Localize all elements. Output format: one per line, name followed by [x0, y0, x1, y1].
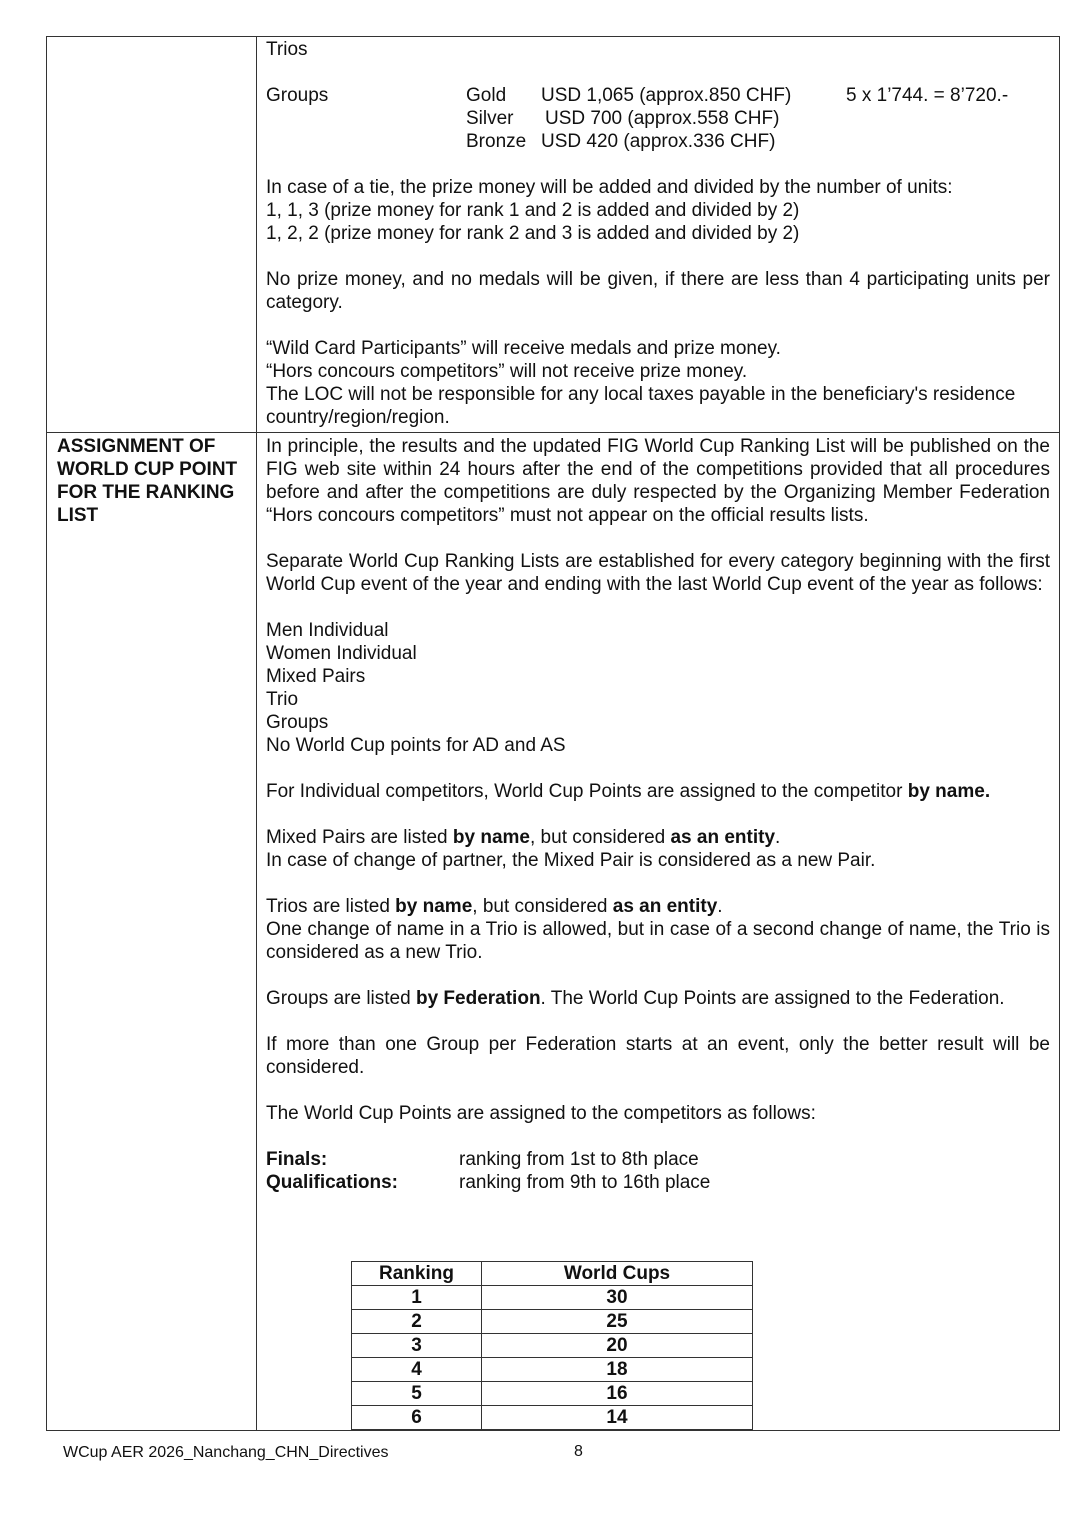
points-cell: 14 — [482, 1406, 753, 1430]
prize-amount: USD 420 (approx.336 CHF) — [541, 131, 776, 152]
column-header: Ranking — [352, 1262, 482, 1286]
table-header-row — [352, 1262, 753, 1286]
category-item: No World Cup points for AD and AS — [266, 735, 566, 756]
hors-concours-rule: “Hors concours competitors” will not receive prize money. — [266, 361, 748, 382]
table-row — [352, 1286, 753, 1310]
table-row — [352, 1334, 753, 1358]
groups-label: Groups — [266, 85, 329, 106]
ranking-cell: 4 — [352, 1358, 482, 1382]
category-item: Women Individual — [266, 643, 417, 664]
table-row — [352, 1358, 753, 1382]
ranking-cell: 3 — [352, 1334, 482, 1358]
prize-row-silver — [266, 107, 1050, 130]
points-cell: 20 — [482, 1334, 753, 1358]
qualifications-row — [266, 1171, 1050, 1194]
medal-label: Silver — [466, 108, 514, 129]
tie-rule-1: 1, 1, 3 (prize money for rank 1 and 2 is added and divided by 2) — [266, 200, 800, 221]
prize-amount: USD 700 (approx.558 CHF) — [545, 108, 780, 129]
mixed-pairs-change: In case of change of partner, the Mixed Pair is considered as a new Pair. — [266, 850, 876, 871]
category-item: Mixed Pairs — [266, 666, 366, 687]
separate-lists-paragraph: Separate World Cup Ranking Lists are established for every category beginning with the first World Cup event of the year and ending with the last World Cup event of the year as follows: — [266, 551, 1050, 595]
row-divider — [46, 432, 1060, 433]
finals-label: Finals: — [266, 1149, 328, 1170]
section-heading: ASSIGNMENT OF WORLD CUP POINT FOR THE RANKING LIST — [57, 436, 238, 526]
loc-taxes-rule: The LOC will not be responsible for any local taxes payable in the beneficiary's residence country/region/region. — [266, 384, 1016, 428]
tie-intro: In case of a tie, the prize money will be added and divided by the number of units: — [266, 177, 953, 198]
medal-label: Gold — [466, 85, 507, 106]
category-item: Men Individual — [266, 620, 389, 641]
world-cup-points-cell — [266, 435, 1050, 1194]
footer-page-number: 8 — [574, 1443, 583, 1460]
wild-card-rule: “Wild Card Participants” will receive medals and prize money. — [266, 338, 781, 359]
principle-paragraph: In principle, the results and the updated FIG World Cup Ranking List will be published on the FIG web site within 24 hours after the end of the competitions provided that all procedures before and after the competitions are duly respected by the Organizing Member Federation “Hors concours competitors” must not appear on the official results lists. — [266, 436, 1050, 526]
prize-amount: USD 1,065 (approx.850 CHF) — [541, 85, 792, 106]
table-row — [352, 1406, 753, 1430]
finals-row — [266, 1148, 1050, 1171]
ranking-cell: 5 — [352, 1382, 482, 1406]
trios-rule: Trios are listed by name, but considered as an entity. — [266, 896, 723, 917]
category-item: Trio — [266, 689, 299, 710]
points-cell: 16 — [482, 1382, 753, 1406]
prize-money-cell — [266, 38, 1050, 429]
points-cell: 30 — [482, 1286, 753, 1310]
assigned-intro: The World Cup Points are assigned to the competitors as follows: — [266, 1103, 816, 1124]
prize-row-gold — [266, 84, 1050, 107]
qualifications-label: Qualifications: — [266, 1172, 398, 1193]
qualifications-value: ranking from 9th to 16th place — [459, 1172, 711, 1193]
column-divider — [256, 36, 257, 1431]
individual-rule: For Individual competitors, World Cup Points are assigned to the competitor by name. — [266, 781, 991, 802]
better-result-rule: If more than one Group per Federation starts at an event, only the better result will be considered. — [266, 1034, 1050, 1078]
no-prize-rule: No prize money, and no medals will be given, if there are less than 4 participating units per category. — [266, 269, 1050, 313]
finals-value: ranking from 1st to 8th place — [459, 1149, 699, 1170]
ranking-cell: 2 — [352, 1310, 482, 1334]
footer-document-name: WCup AER 2026_Nanchang_CHN_Directives — [63, 1444, 389, 1461]
table-row — [352, 1310, 753, 1334]
ranking-points-table — [351, 1261, 753, 1430]
tie-rule-2: 1, 2, 2 (prize money for rank 2 and 3 is added and divided by 2) — [266, 223, 800, 244]
prize-total: 5 x 1’744. = 8’720.- — [846, 85, 1009, 106]
column-header: World Cups — [482, 1262, 753, 1286]
groups-rule: Groups are listed by Federation. The World Cup Points are assigned to the Federation. — [266, 988, 1005, 1009]
ranking-cell: 6 — [352, 1406, 482, 1430]
points-cell: 18 — [482, 1358, 753, 1382]
ranking-cell: 1 — [352, 1286, 482, 1310]
trios-label: Trios — [266, 39, 308, 60]
medal-label: Bronze — [466, 131, 527, 152]
trios-change: One change of name in a Trio is allowed, but in case of a second change of name, the Trio is considered as a new Trio. — [266, 919, 1050, 963]
mixed-pairs-rule: Mixed Pairs are listed by name, but considered as an entity. — [266, 827, 781, 848]
points-cell: 25 — [482, 1310, 753, 1334]
category-item: Groups — [266, 712, 329, 733]
table-row — [352, 1382, 753, 1406]
prize-row-bronze — [266, 130, 1050, 153]
